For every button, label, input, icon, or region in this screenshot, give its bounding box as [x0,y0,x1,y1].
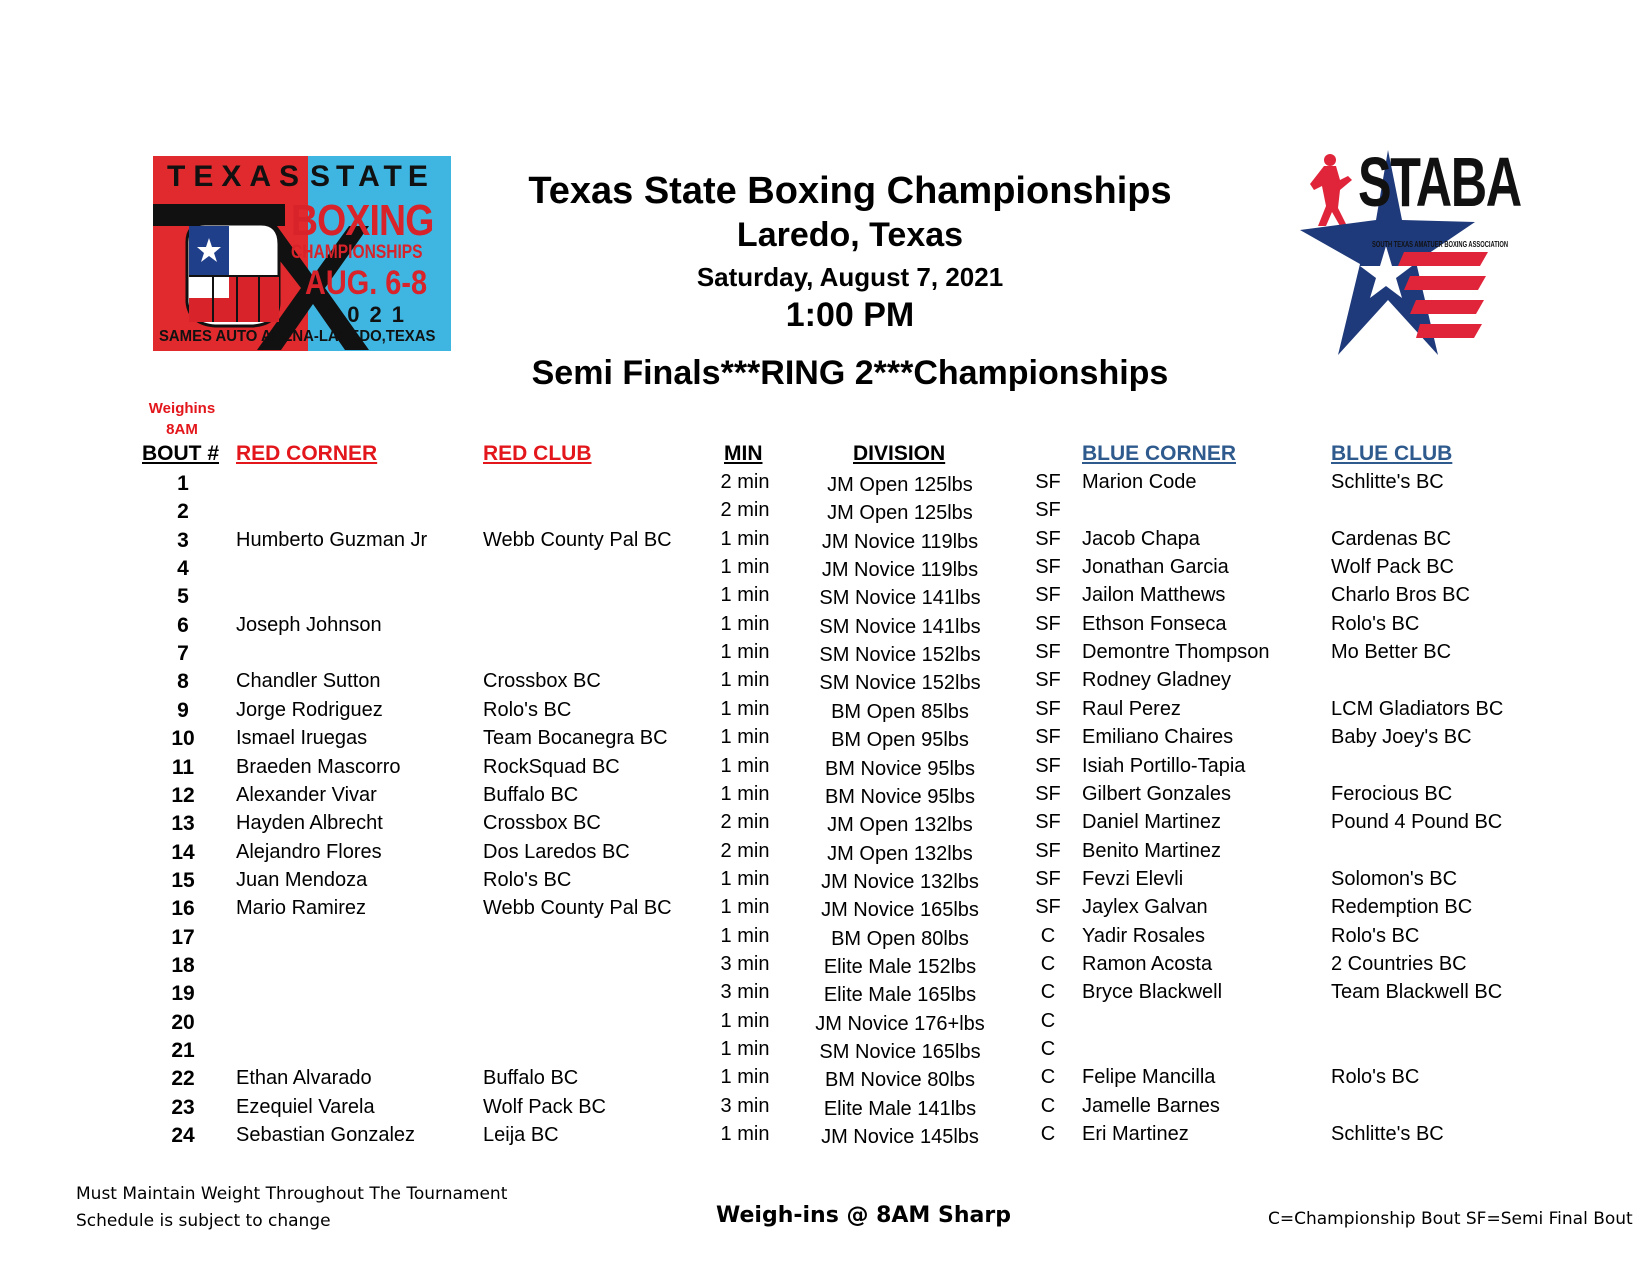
blue-club-name: Solomon's BC [1331,867,1458,890]
red-corner-name: Hayden Albrecht [236,812,383,835]
blue-club-name: LCM Gladiators BC [1331,697,1504,720]
blue-club-name: Rolo's BC [1331,612,1420,635]
logo-state-text: STATE [310,160,434,193]
logo-dates-text: AUG. 6-8 [305,264,428,302]
bout-type-code: C [1040,1066,1056,1089]
logo-boxing-text: BOXING [291,196,434,245]
bout-type-code: C [1040,1123,1056,1146]
bout-type-code: SF [1035,754,1061,777]
column-header-red-corner: RED CORNER [236,442,378,465]
division-name: SM Novice 152lbs [819,644,981,667]
bout-type-code: C [1040,952,1056,975]
blue-corner-name: Isiah Portillo-Tapia [1082,754,1246,777]
division-name: JM Open 132lbs [827,814,973,837]
bout-number: 6 [177,613,189,637]
blue-club-name: Baby Joey's BC [1331,726,1472,749]
table-row [0,756,1650,784]
bout-number: 12 [171,783,195,807]
bout-number: 2 [177,500,189,524]
round-minutes: 1 min [720,867,770,890]
column-header-division: DIVISION [853,442,946,465]
bout-number: 24 [171,1124,195,1148]
division-name: SM Novice 152lbs [819,672,981,695]
footer-note-schedule: Schedule is subject to change [76,1211,331,1231]
blue-corner-name: Jamelle Barnes [1082,1094,1220,1117]
table-row [0,529,1650,557]
blue-corner-name: Yadir Rosales [1082,924,1206,947]
event-city: Laredo, Texas [736,216,964,254]
blue-corner-name: Rodney Gladney [1082,669,1231,692]
table-row [0,954,1650,982]
bout-type-code: SF [1035,556,1061,579]
logo-texas-text: TEXAS [167,160,308,193]
division-name: JM Open 125lbs [827,502,973,525]
blue-corner-name: Ethson Fonseca [1082,612,1227,635]
bout-type-code: C [1040,1038,1056,1060]
blue-club-name: Charlo Bros BC [1331,584,1470,607]
table-row [0,982,1650,1010]
blue-club-name: Schlitte's BC [1331,471,1444,493]
bout-type-code: SF [1035,669,1061,692]
round-minutes: 1 min [720,924,770,947]
table-row [0,869,1650,897]
blue-club-name: Rolo's BC [1331,924,1420,947]
bout-number: 4 [177,557,189,581]
bout-number: 7 [177,642,189,666]
table-row [0,1096,1650,1124]
bout-number: 11 [171,755,195,779]
table-row [0,585,1650,613]
division-name: BM Open 95lbs [831,729,969,752]
blue-corner-name: Demontre Thompson [1082,641,1270,664]
red-corner-name: Braeden Mascorro [236,755,401,778]
weighins-note-line1: Weighins [148,400,216,417]
bout-number: 13 [171,812,195,836]
column-header-bout: BOUT # [142,442,220,465]
division-name: JM Novice 132lbs [821,870,979,893]
round-minutes: 3 min [720,952,770,975]
bout-type-code: SF [1035,839,1061,862]
bout-type-code: SF [1035,527,1061,550]
table-row [0,1011,1650,1039]
bout-type-code: SF [1035,584,1061,607]
division-name: JM Novice 119lbs [821,559,979,582]
table-row [0,1124,1650,1152]
red-club-name: Crossbox BC [483,812,601,835]
blue-corner-name: Bryce Blackwell [1082,981,1223,1004]
bout-type-code: SF [1035,811,1061,834]
blue-corner-name: Jacob Chapa [1082,527,1200,550]
blue-club-name: Cardenas BC [1331,527,1452,550]
red-club-name: Dos Laredos BC [483,840,630,863]
texas-state-boxing-logo [153,156,451,351]
bout-number: 3 [177,528,189,552]
bout-number: 9 [177,698,189,722]
bout-number: 23 [171,1095,195,1119]
division-name: Elite Male 152lbs [823,955,977,978]
blue-corner-name: Daniel Martinez [1082,811,1221,834]
table-row [0,614,1650,642]
column-header-blue-club: BLUE CLUB [1331,442,1453,465]
red-club-name: Crossbox BC [483,670,601,693]
weighins-note [140,398,224,440]
footer-note-weight: Must Maintain Weight Throughout The Tournament [76,1184,508,1204]
division-name: BM Novice 95lbs [824,757,976,780]
red-corner-name: Alejandro Flores [236,840,382,863]
bout-number: 15 [171,868,195,892]
staba-acronym: STABA [1358,143,1521,221]
table-row [0,500,1650,528]
red-corner-name: Sebastian Gonzalez [236,1124,416,1147]
bout-type-code: C [1040,1009,1056,1032]
round-minutes: 1 min [720,697,770,720]
blue-club-name: Team Blackwell BC [1331,981,1503,1004]
round-minutes: 2 min [720,499,770,522]
bout-type-code: SF [1035,471,1061,493]
bout-type-code: SF [1035,896,1061,919]
blue-corner-name: Felipe Mancilla [1082,1066,1216,1089]
red-corner-name: Jorge Rodriguez [236,698,383,721]
bout-number: 18 [171,953,195,977]
bout-number: 16 [171,897,195,921]
bout-number: 22 [171,1067,195,1091]
column-header-blue-corner: BLUE CORNER [1082,442,1237,465]
division-name: JM Novice 165lbs [821,899,979,922]
staba-full-name: SOUTH TEXAS AMATUER BOXING ASSOCIATION [1372,240,1509,249]
round-minutes: 1 min [720,754,770,777]
table-row [0,926,1650,954]
division-name: SM Novice 165lbs [819,1041,981,1063]
division-name: JM Novice 176+lbs [815,1012,985,1035]
blue-club-name: Schlitte's BC [1331,1123,1444,1146]
column-header-red-club: RED CLUB [483,442,592,465]
bout-number: 8 [177,670,189,694]
bout-type-code: C [1040,924,1056,947]
red-corner-name: Ethan Alvarado [236,1067,372,1090]
staba-logo [1300,143,1521,375]
table-row [0,642,1650,670]
red-club-name: Rolo's BC [483,698,572,721]
red-corner-name: Joseph Johnson [236,613,382,636]
blue-corner-name: Gilbert Gonzales [1082,782,1231,805]
bout-number: 20 [171,1010,195,1034]
round-minutes: 1 min [720,556,770,579]
red-corner-name: Chandler Sutton [236,670,381,693]
bout-type-code: SF [1035,782,1061,805]
red-club-name: Buffalo BC [483,1067,579,1090]
round-minutes: 3 min [720,981,770,1004]
blue-club-name: Ferocious BC [1331,782,1453,805]
event-subtitle: Semi Finals***RING 2***Championships [531,354,1169,392]
bout-type-code: C [1040,1094,1056,1117]
round-minutes: 1 min [720,1123,770,1146]
division-name: JM Novice 145lbs [821,1126,979,1149]
red-club-name: RockSquad BC [483,755,620,778]
event-date: Saturday, August 7, 2021 [696,262,1004,292]
bout-number: 10 [171,727,195,751]
division-name: SM Novice 141lbs [819,587,981,610]
red-club-name: Team Bocanegra BC [483,727,668,750]
logo-championships-text: CHAMPIONSHIPS [291,242,423,263]
event-time: 1:00 PM [785,296,915,334]
bout-type-code: SF [1035,612,1061,635]
table-row [0,557,1650,585]
blue-club-name: Mo Better BC [1331,641,1452,664]
blue-club-name: 2 Countries BC [1331,952,1467,975]
blue-corner-name: Fevzi Elevli [1082,867,1184,890]
division-name: Elite Male 165lbs [823,984,977,1007]
division-name: BM Open 85lbs [831,700,969,723]
bout-type-code: SF [1035,499,1061,522]
table-row [0,897,1650,925]
table-row [0,1039,1650,1067]
division-name: Elite Male 141lbs [823,1097,977,1120]
round-minutes: 1 min [720,669,770,692]
blue-corner-name: Jailon Matthews [1082,584,1226,607]
blue-club-name: Pound 4 Pound BC [1331,811,1503,834]
blue-corner-name: Benito Martinez [1082,839,1221,862]
division-name: BM Open 80lbs [831,927,969,950]
red-corner-name: Ezequiel Varela [236,1095,375,1118]
division-name: SM Novice 141lbs [819,615,981,638]
blue-corner-name: Ramon Acosta [1082,952,1213,975]
bout-number: 14 [171,840,195,864]
blue-club-name: Wolf Pack BC [1331,556,1454,579]
red-club-name: Buffalo BC [483,783,579,806]
logo-year-text: 2021 [325,302,414,327]
blue-corner-name: Jaylex Galvan [1082,896,1208,919]
round-minutes: 1 min [720,584,770,607]
red-club-name: Leija BC [483,1124,559,1147]
red-club-name: Wolf Pack BC [483,1095,606,1118]
round-minutes: 2 min [720,471,770,493]
table-row [0,727,1650,755]
bout-type-code: C [1040,981,1056,1004]
division-name: JM Open 125lbs [827,474,973,496]
red-club-name: Webb County Pal BC [483,897,672,920]
table-row [0,699,1650,727]
red-corner-name: Alexander Vivar [236,783,377,806]
table-row [0,784,1650,812]
page-title: Texas State Boxing Championships [528,170,1172,212]
red-corner-name: Mario Ramirez [236,897,367,920]
red-club-name: Webb County Pal BC [483,528,672,551]
red-corner-name: Ismael Iruegas [236,727,368,750]
bout-number: 17 [171,925,195,949]
logo-arena-text: SAMES AUTO ARENA-LAREDO,TEXAS [159,328,436,345]
bout-type-code: SF [1035,867,1061,890]
round-minutes: 2 min [720,811,770,834]
footer-legend: C=Championship Bout SF=Semi Final Bout [1268,1209,1633,1229]
weighins-note-line2: 8AM [166,421,198,438]
round-minutes: 1 min [720,1038,770,1060]
bout-type-code: SF [1035,697,1061,720]
table-row [0,1067,1650,1095]
round-minutes: 1 min [720,612,770,635]
round-minutes: 2 min [720,839,770,862]
blue-club-name: Redemption BC [1331,896,1473,919]
blue-club-name: Rolo's BC [1331,1066,1420,1089]
round-minutes: 1 min [720,641,770,664]
bout-type-code: SF [1035,726,1061,749]
division-name: BM Novice 80lbs [824,1069,976,1092]
round-minutes: 3 min [720,1094,770,1117]
bout-type-code: SF [1035,641,1061,664]
bout-number: 1 [177,472,189,495]
blue-corner-name: Raul Perez [1082,697,1181,720]
footer-weighins: Weigh-ins @ 8AM Sharp [716,1203,1011,1228]
division-name: JM Novice 119lbs [821,530,979,553]
round-minutes: 1 min [720,782,770,805]
column-header-min: MIN [724,442,763,465]
red-club-name: Rolo's BC [483,868,572,891]
table-row [0,812,1650,840]
blue-corner-name: Marion Code [1082,471,1197,493]
table-row [0,670,1650,698]
red-corner-name: Juan Mendoza [236,868,368,891]
blue-corner-name: Eri Martinez [1082,1123,1189,1146]
division-name: JM Open 132lbs [827,842,973,865]
bout-number: 5 [177,585,189,609]
blue-corner-name: Jonathan Garcia [1082,556,1229,579]
division-name: BM Novice 95lbs [824,785,976,808]
table-row [0,472,1650,500]
round-minutes: 1 min [720,1009,770,1032]
table-row [0,841,1650,869]
round-minutes: 1 min [720,527,770,550]
round-minutes: 1 min [720,896,770,919]
round-minutes: 1 min [720,726,770,749]
bout-number: 21 [171,1039,195,1062]
blue-corner-name: Emiliano Chaires [1082,726,1234,749]
round-minutes: 1 min [720,1066,770,1089]
bout-number: 19 [171,982,195,1006]
red-corner-name: Humberto Guzman Jr [236,528,428,551]
